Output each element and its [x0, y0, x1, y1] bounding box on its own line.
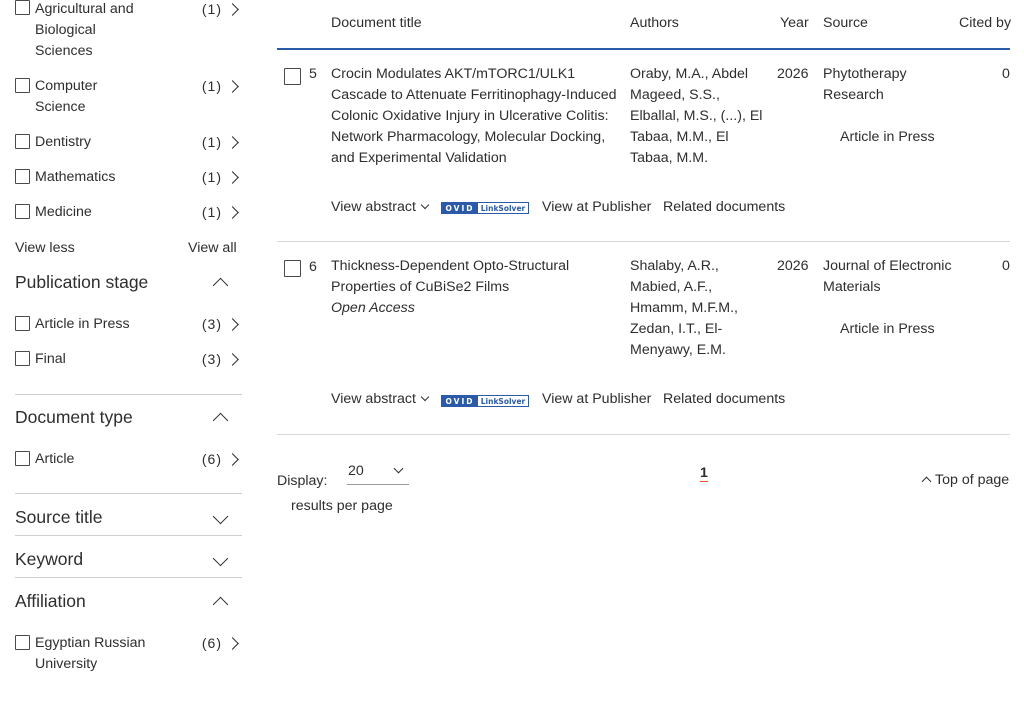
- header-document-title[interactable]: Document title: [331, 15, 422, 31]
- header-cited-by[interactable]: Cited by: [959, 15, 1012, 31]
- affiliation-header[interactable]: [0, 591, 242, 615]
- facet-label: Article in Press: [35, 316, 130, 332]
- row-divider: [277, 434, 1010, 435]
- chevron-down-icon[interactable]: [213, 551, 229, 567]
- chevron-right-icon[interactable]: [226, 3, 239, 16]
- facet-count: (1): [201, 78, 222, 94]
- view-all-link[interactable]: View all: [188, 240, 237, 256]
- publication-stage-header[interactable]: [0, 272, 242, 296]
- facet-label: Dentistry: [35, 134, 91, 150]
- authors-list[interactable]: Oraby, M.A., Abdel Mageed, S.S., Elballal, M.S., (...), El Tabaa, M.M., El Tabaa, M.M.: [630, 66, 763, 166]
- status-badge: Article in Press: [840, 321, 935, 337]
- chevron-right-icon[interactable]: [226, 453, 239, 466]
- source-link[interactable]: Phytotherapy Research: [823, 66, 907, 103]
- facet-checkbox[interactable]: [15, 0, 30, 15]
- chevron-right-icon[interactable]: [226, 353, 239, 366]
- source-link[interactable]: Journal of Electronic Materials: [823, 258, 952, 295]
- facet-count: (6): [201, 451, 222, 467]
- facet-count: (1): [201, 169, 222, 185]
- facet-checkbox[interactable]: [15, 635, 30, 650]
- facet-checkbox[interactable]: [15, 351, 30, 366]
- header-year[interactable]: Year: [780, 15, 809, 31]
- header-source[interactable]: Source: [823, 15, 868, 31]
- open-access-label: Open Access: [331, 300, 415, 316]
- ovid-linksolver-button[interactable]: [441, 202, 529, 214]
- current-page-number[interactable]: 1: [700, 465, 708, 481]
- facet-count: (3): [201, 316, 222, 332]
- row-select-checkbox[interactable]: [284, 68, 301, 85]
- chevron-down-icon: [421, 393, 429, 401]
- facet-checkbox[interactable]: [15, 204, 30, 219]
- divider: [15, 394, 242, 395]
- chevron-right-icon[interactable]: [226, 136, 239, 149]
- document-title-link[interactable]: Thickness-Dependent Opto-Structural Properties of CuBiSe2 Films: [331, 258, 570, 295]
- facet-checkbox[interactable]: [15, 169, 30, 184]
- keyword-header[interactable]: [0, 549, 242, 573]
- view-at-publisher-link[interactable]: View at Publisher: [542, 199, 652, 215]
- section-title: Publication stage: [15, 272, 149, 292]
- chevron-up-icon[interactable]: [213, 597, 229, 613]
- facet-count: (3): [201, 351, 222, 367]
- linksolver-label: LinkSolver: [480, 203, 526, 213]
- facet-label: Computer Science: [35, 78, 98, 115]
- view-abstract-button[interactable]: [331, 391, 428, 407]
- facet-checkbox[interactable]: [15, 316, 30, 331]
- facet-count: (1): [201, 134, 222, 150]
- divider: [15, 577, 242, 578]
- header-authors[interactable]: Authors: [630, 15, 679, 31]
- facet-label: Medicine: [35, 204, 92, 220]
- ovid-logo: OVID: [442, 203, 478, 213]
- chevron-down-icon: [394, 464, 404, 474]
- facet-label: Final: [35, 351, 66, 367]
- source-title-header[interactable]: [0, 507, 242, 531]
- facet-count: (6): [201, 635, 222, 651]
- chevron-up-icon: [922, 477, 932, 487]
- divider: [15, 535, 242, 536]
- facet-count: (1): [201, 1, 222, 17]
- section-title: Source title: [15, 507, 103, 527]
- linksolver-label: LinkSolver: [480, 396, 526, 406]
- facet-checkbox[interactable]: [15, 134, 30, 149]
- table-header-divider: [277, 48, 1010, 50]
- section-title: Document type: [15, 407, 133, 427]
- section-title: Keyword: [15, 549, 84, 569]
- chevron-down-icon: [421, 201, 429, 209]
- view-abstract-label: View abstract: [331, 391, 416, 407]
- chevron-right-icon[interactable]: [226, 206, 239, 219]
- facet-label: Mathematics: [35, 169, 116, 185]
- per-page-value: 20: [348, 463, 364, 479]
- chevron-right-icon[interactable]: [226, 171, 239, 184]
- row-number: 6: [309, 259, 317, 275]
- facet-count: (1): [201, 204, 222, 220]
- results-per-page-label: results per page: [291, 498, 393, 514]
- facet-checkbox[interactable]: [15, 451, 30, 466]
- document-type-header[interactable]: [0, 407, 242, 431]
- ovid-logo: OVID: [442, 396, 478, 406]
- chevron-right-icon[interactable]: [226, 637, 239, 650]
- status-badge: Article in Press: [840, 129, 935, 145]
- view-abstract-button[interactable]: [331, 199, 428, 215]
- display-label: Display:: [277, 473, 328, 489]
- chevron-down-icon[interactable]: [213, 509, 229, 525]
- year: 2026: [777, 258, 809, 274]
- authors-list[interactable]: Shalaby, A.R., Mabied, A.F., Hmamm, M.F.M., Zedan, I.T., El-Menyawy, E.M.: [630, 258, 738, 358]
- view-at-publisher-link[interactable]: View at Publisher: [542, 391, 652, 407]
- row-divider: [277, 241, 1010, 242]
- year: 2026: [777, 66, 809, 82]
- top-of-page-link[interactable]: [923, 472, 1009, 488]
- chevron-up-icon[interactable]: [213, 278, 229, 294]
- ovid-linksolver-button[interactable]: [441, 395, 529, 407]
- view-less-link[interactable]: View less: [15, 240, 75, 256]
- cited-by-count[interactable]: 0: [1002, 66, 1010, 82]
- row-select-checkbox[interactable]: [284, 260, 301, 277]
- related-documents-link[interactable]: Related documents: [663, 391, 786, 407]
- chevron-right-icon[interactable]: [226, 80, 239, 93]
- document-title-link[interactable]: Crocin Modulates AKT/mTORC1/ULK1 Cascade to Attenuate Ferritinophagy-Induced Colonic Oxidative Injury in Ulcerative Colitis: Network Pharmacology, Molecular Docking, and Experimental Validation: [331, 66, 617, 166]
- divider: [15, 493, 242, 494]
- facet-label: Article: [35, 451, 75, 467]
- row-number: 5: [309, 66, 317, 82]
- related-documents-link[interactable]: Related documents: [663, 199, 786, 215]
- facet-label: Egyptian Russian University: [35, 635, 146, 672]
- facet-checkbox[interactable]: [15, 78, 30, 93]
- results-per-page-select[interactable]: [347, 460, 409, 485]
- top-of-page-label: Top of page: [935, 472, 1010, 488]
- facet-label: Agricultural and Biological Sciences: [35, 1, 134, 59]
- view-abstract-label: View abstract: [331, 199, 416, 215]
- cited-by-count[interactable]: 0: [1002, 258, 1010, 274]
- chevron-right-icon[interactable]: [226, 318, 239, 331]
- section-title: Affiliation: [15, 591, 86, 611]
- chevron-up-icon[interactable]: [213, 413, 229, 429]
